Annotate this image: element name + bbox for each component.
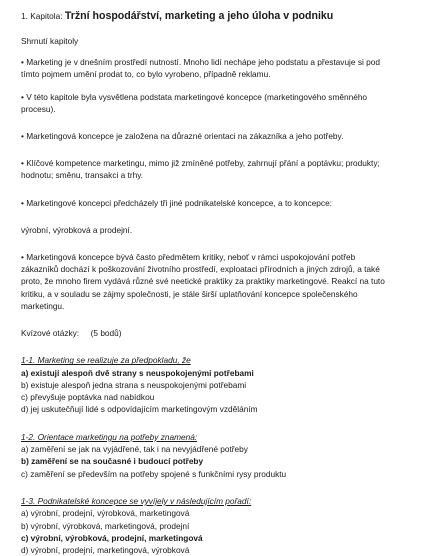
question-title: 1-3. Podnikatelské koncepce se vyvíjely v následujícím pořadí: [21, 495, 252, 506]
chapter-title: Tržní hospodářství, marketing a jeho úloha v podniku [64, 10, 334, 22]
paragraph-line: • Marketingové koncepci předcházely tři jiné podnikatelské koncepce, a to koncepce: [21, 197, 332, 208]
quiz-questions [21, 354, 435, 556]
answer-option: d) výrobní, prodejní, marketingová, výrobková [21, 545, 190, 556]
paragraph-line: • V této kapitole byla vysvětlena podstata marketingové koncepce (marketingového směnného [21, 91, 368, 102]
summary-paragraphs [21, 56, 435, 312]
answer-option: c) zaměření se především na potřeby spojené s funkčními rysy produktu [21, 468, 287, 479]
paragraph-line: • Marketingová koncepce bývá často předmětem kritiky, neboť v rámci uspokojování potřeb [21, 252, 356, 263]
summary-paragraph [21, 56, 435, 80]
summary-paragraph [21, 91, 435, 115]
answer-option-correct: a) existují alespoň dvě strany s neuspokojenými potřebami [21, 367, 254, 378]
answer-option-correct: b) zaměření se na současné i budoucí potřeby [21, 456, 204, 467]
answer-option: b) výrobní, výrobková, marketingová, prodejní [21, 520, 190, 531]
chapter-heading [21, 10, 435, 22]
quiz-question [21, 354, 435, 415]
quiz-label-line [21, 327, 435, 339]
chapter-label: Kapitola: [30, 11, 63, 21]
answer-option: a) zaměření se jak na vyjádřené, tak i na nevyjádřené potřeby [21, 444, 248, 455]
paragraph-line: zákazníků dochází k poškozování životního prostředí, exploataci přírodních a jiných zdrojů, a také [21, 264, 380, 275]
quiz-question [21, 431, 435, 480]
answer-option: a) výrobní, prodejní, výrobková, marketingová [21, 508, 190, 519]
summary-label: Shrnutí kapitoly [21, 36, 79, 46]
answer-option: c) převyšuje poptávka nad nabídkou [21, 392, 155, 403]
question-title: 1-1. Marketing se realizuje za předpokladu, že [21, 355, 191, 366]
summary-paragraph [21, 224, 435, 236]
summary-paragraph [21, 197, 435, 209]
chapter-number: 1. [21, 11, 28, 21]
summary-paragraph [21, 130, 435, 142]
answer-option-correct: c) výrobní, výrobková, prodejní, marketingová [21, 532, 203, 543]
paragraph-line: hodnotu; směnu, transakci a trhy. [21, 170, 144, 181]
paragraph-line: tímto pojmem umění prodat to, co bylo vyrobeno, případně reklamu. [21, 69, 271, 80]
paragraph-line: výrobní, výrobková a prodejní. [21, 224, 133, 235]
summary-paragraph [21, 157, 435, 181]
answer-option: b) existuje alespoň jedna strana s neuspokojenými potřebami [21, 379, 247, 390]
quiz-label: Kvízové otázky: [21, 328, 80, 339]
paragraph-line: proto, že mnoho firem vydává různé své neetické praktiky za praktiky marketingové. Reakcí na tuto [21, 276, 385, 287]
paragraph-line: kritiku, a v souladu se zájmy společnosti, je stále širší uplatňování koncepce společenského [21, 288, 358, 299]
summary-paragraph [21, 251, 435, 312]
question-title: 1-2. Orientace marketingu na potřeby znamená: [21, 431, 198, 442]
paragraph-line: • Marketingová koncepce je založena na důrazné orientaci na zákazníka a jeho potřeby. [21, 131, 344, 142]
paragraph-line: procesu). [21, 103, 56, 114]
paragraph-line: • Klíčové kompetence marketingu, mimo již zmíněné potřeby, zahrnují přání a poptávku; produkty; [21, 158, 380, 169]
answer-option: d) jej uskutečňují lidé s odpovídajícím marketingovým vzděláním [21, 404, 258, 415]
quiz-points: (5 bodů) [90, 328, 122, 339]
paragraph-line: • Marketing je v dnešním prostředí nutností. Mnoho lidí nechápe jeho podstatu a přestavuje si pod [21, 57, 380, 68]
quiz-question [21, 495, 435, 556]
paragraph-line: marketingu. [21, 300, 65, 311]
